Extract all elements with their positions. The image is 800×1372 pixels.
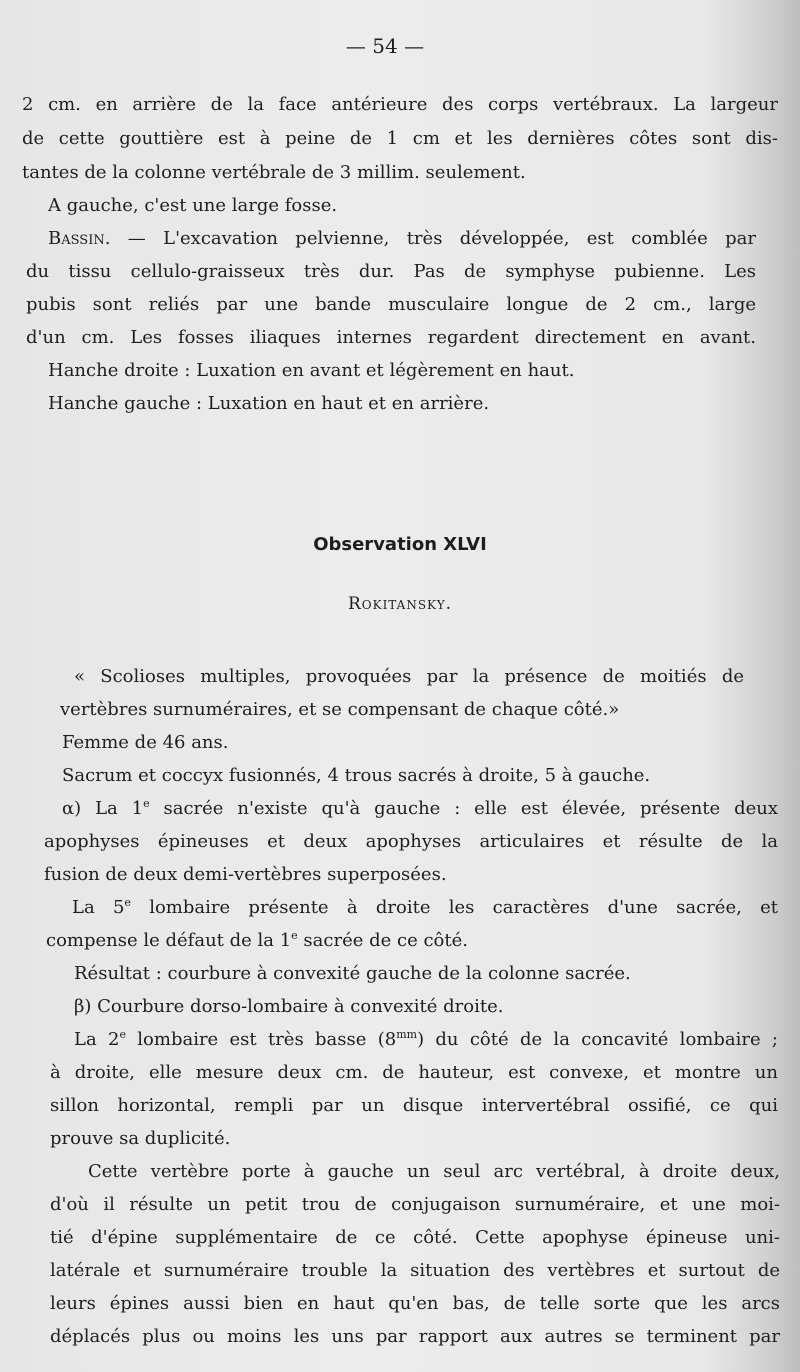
text-line: 2 cm. en arrière de la face antérieure des corps vertébraux. La largeur <box>22 94 778 115</box>
text-line: Femme de 46 ans. <box>62 732 229 753</box>
text-line: β) Courbure dorso-lombaire à convexité droite. <box>74 996 504 1017</box>
text-line: du tissu cellulo-graisseux très dur. Pas de symphyse pubienne. Les <box>26 261 756 282</box>
text-line: pubis sont reliés par une bande musculaire longue de 2 cm., large <box>26 294 756 315</box>
text-line: Cette vertèbre porte à gauche un seul arc vertébral, à droite deux, <box>88 1161 780 1182</box>
text-line: compense le défaut de la 1e sacrée de ce côté. <box>46 929 468 951</box>
text-line: Résultat : courbure à convexité gauche de la colonne sacrée. <box>74 963 631 984</box>
text-line: latérale et surnuméraire trouble la situation des vertèbres et surtout de <box>50 1260 780 1281</box>
text-line: d'où il résulte un petit trou de conjugaison surnuméraire, et une moi- <box>50 1194 780 1215</box>
text-line: Bassin. — L'excavation pelvienne, très développée, est comblée par <box>48 228 756 249</box>
text-line: déplacés plus ou moins les uns par rapport aux autres se terminent par <box>50 1326 780 1347</box>
text-line: Hanche droite : Luxation en avant et légèrement en haut. <box>48 360 575 381</box>
text-line: de cette gouttière est à peine de 1 cm et les dernières côtes sont dis- <box>22 128 778 149</box>
section-label-bassin: Bassin. <box>48 228 111 249</box>
text-line: apophyses épineuses et deux apophyses articulaires et résulte de la <box>44 831 778 852</box>
text-line: La 2e lombaire est très basse $(8^{mm})$ du côté de la concavité lombaire ; <box>74 1028 778 1050</box>
text-line: « Scolioses multiples, provoquées par la présence de moitiés de <box>74 666 744 687</box>
text-line: d'un cm. Les fosses iliaques internes regardent directement en avant. <box>26 327 756 348</box>
text-line: tantes de la colonne vertébrale de 3 millim. seulement. <box>22 162 526 183</box>
text-line: La 5e lombaire présente à droite les caractères d'une sacrée, et <box>72 896 778 918</box>
text-line: tié d'épine supplémentaire de ce côté. Cette apophyse épineuse uni- <box>50 1227 780 1248</box>
text-line: vertèbres surnuméraires, et se compensant de chaque côté.» <box>60 699 620 720</box>
observation-title: Observation XLVI <box>313 534 487 555</box>
text-line: Sacrum et coccyx fusionnés, 4 trous sacrés à droite, 5 à gauche. <box>62 765 651 786</box>
text-line: à droite, elle mesure deux cm. de hauteur, est convexe, et montre un <box>50 1062 778 1083</box>
text-line: prouve sa duplicité. <box>50 1128 231 1149</box>
text-line: α) La 1e sacrée n'existe qu'à gauche : elle est élevée, présente deux <box>62 797 778 819</box>
text-line: fusion de deux demi-vertèbres superposées. <box>44 864 447 885</box>
author-name: Rokitansky. <box>347 594 453 614</box>
text-line: A gauche, c'est une large fosse. <box>48 195 338 216</box>
text-line: leurs épines aussi bien en haut qu'en bas, de telle sorte que les arcs <box>50 1293 780 1314</box>
text-line: Hanche gauche : Luxation en haut et en arrière. <box>48 393 490 414</box>
text-line: sillon horizontal, rempli par un disque intervertébral ossifié, ce qui <box>50 1095 778 1116</box>
page-number: — 54 — <box>345 34 425 58</box>
